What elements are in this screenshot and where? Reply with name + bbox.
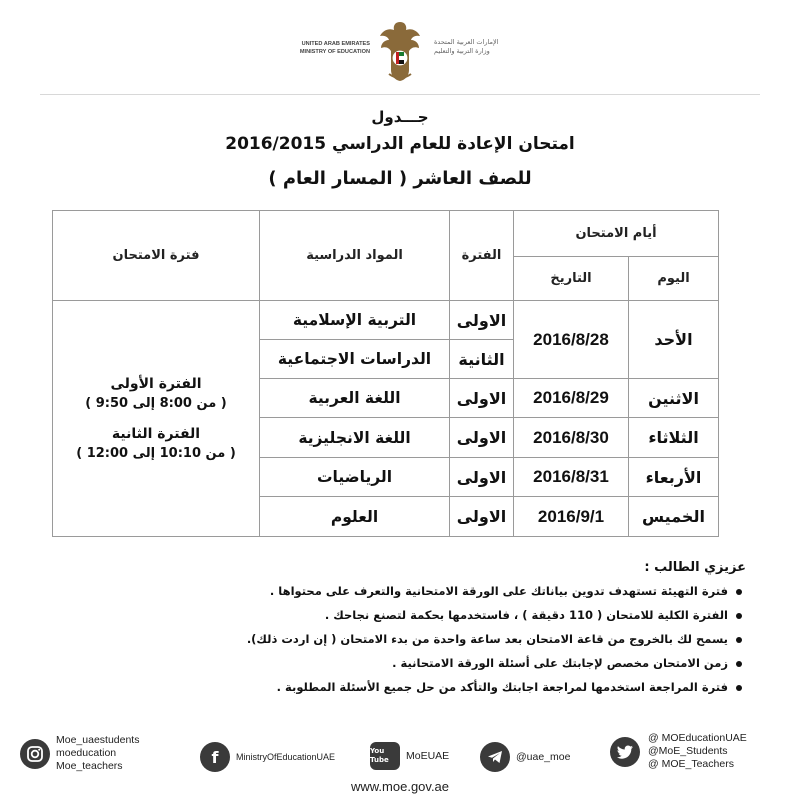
exam-title: امتحان الإعادة للعام الدراسي 2016/2015: [225, 134, 575, 154]
table-header-row: [53, 211, 719, 257]
uae-emblem-icon: [377, 18, 423, 84]
first-period-block: [53, 374, 259, 414]
schedule-title: جـــدول: [371, 108, 429, 126]
facebook-icon: f: [200, 742, 230, 772]
day-cell: الاثنين: [629, 379, 719, 418]
twitter-handle: @ MOEducationUAE: [648, 732, 747, 744]
list-item: يسمح لك بالخروج من قاعة الامتحان بعد ساعة واحدة من بدء الامتحان ( إن اردت ذلك).: [96, 632, 746, 646]
exam-schedule-table: [52, 210, 719, 537]
first-period-time: ( من 8:00 إلى 9:50 ): [85, 395, 227, 411]
twitter-accounts[interactable]: [610, 732, 747, 771]
telegram-icon: [480, 742, 510, 772]
period-cell: الاولى: [450, 497, 514, 537]
day-cell: الثلاثاء: [629, 418, 719, 458]
website-link[interactable]: www.moe.gov.ae: [350, 779, 450, 794]
notes-list: [96, 584, 746, 694]
instagram-handle: Moe_teachers: [56, 760, 123, 772]
date-cell: 2016/8/28: [514, 301, 629, 379]
twitter-icon: [610, 737, 640, 767]
instagram-handle: moeducation: [56, 747, 117, 759]
second-period-label: الفترة الثانية: [111, 425, 201, 442]
instagram-icon: [20, 739, 50, 769]
ministry-name-arabic: الإمارات العربية المتحدة وزارة التربية والتعليم: [434, 38, 499, 55]
telegram-handle: @uae_moe: [516, 750, 571, 763]
header-divider: [40, 94, 760, 95]
social-footer: [10, 732, 790, 782]
period-cell: الاولى: [450, 458, 514, 497]
header-exam-days: أيام الامتحان: [514, 211, 719, 257]
second-period-time: ( من 10:10 إلى 12:00 ): [76, 445, 236, 461]
subject-cell: الدراسات الاجتماعية: [260, 340, 450, 379]
facebook-handle: MinistryOfEducationUAE: [236, 751, 336, 762]
twitter-handle: @ MOE_Teachers: [648, 758, 734, 770]
subject-cell: الرياضيات: [260, 458, 450, 497]
list-item: فترة المراجعة استخدمها لمراجعة اجابتك والتأكد من حل جميع الأسئلة المطلوبة .: [96, 680, 746, 694]
list-item: الفترة الكلية للامتحان ( 110 دقيقة ) ، فاستخدمها بحكمة لتصنع نجاحك .: [96, 608, 746, 622]
period-cell: الاولى: [450, 301, 514, 340]
subject-cell: اللغة العربية: [260, 379, 450, 418]
instagram-handle: Moe_uaestudents: [56, 734, 140, 746]
list-item: فترة التهيئة تستهدف تدوين بياناتك على الورقة الامتحانية والتعرف على محتواها .: [96, 584, 746, 598]
exam-period-times: [53, 301, 260, 537]
list-item: زمن الامتحان مخصص لإجابتك على أسئلة الورقة الامتحانية .: [96, 656, 746, 670]
notes-title: عزيزي الطالب :: [644, 560, 746, 575]
period-cell: الثانية: [450, 340, 514, 379]
youtube-handle: MoEUAE: [406, 749, 450, 762]
subject-cell: اللغة الانجليزية: [260, 418, 450, 458]
day-cell: الأربعاء: [629, 458, 719, 497]
grade-title: للصف العاشر ( المسار العام ): [268, 168, 532, 189]
facebook-account[interactable]: [200, 742, 335, 772]
day-cell: الخميس: [629, 497, 719, 537]
period-cell: الاولى: [450, 418, 514, 458]
first-period-label: الفترة الأولى: [110, 375, 202, 392]
telegram-account[interactable]: [480, 742, 570, 772]
youtube-icon: You Tube: [370, 742, 400, 770]
page-header: [0, 18, 800, 88]
date-cell: 2016/9/1: [514, 497, 629, 537]
date-cell: 2016/8/30: [514, 418, 629, 458]
header-subjects: المواد الدراسية: [260, 211, 450, 301]
header-period: الفترة: [450, 211, 514, 301]
subject-cell: العلوم: [260, 497, 450, 537]
date-cell: 2016/8/31: [514, 458, 629, 497]
table-row: [53, 301, 719, 340]
second-period-block: [53, 424, 259, 464]
date-cell: 2016/8/29: [514, 379, 629, 418]
twitter-handle: @MoE_Students: [648, 745, 728, 757]
instagram-accounts[interactable]: [20, 734, 139, 773]
header-day: اليوم: [629, 257, 719, 301]
subject-cell: التربية الإسلامية: [260, 301, 450, 340]
header-exam-period: فترة الامتحان: [53, 211, 260, 301]
youtube-account[interactable]: [370, 742, 449, 770]
header-date: التاريخ: [514, 257, 629, 301]
student-notes: [96, 560, 746, 704]
day-cell: الأحد: [629, 301, 719, 379]
ministry-name-english: UNITED ARAB EMIRATES MINISTRY OF EDUCATION: [299, 41, 370, 55]
period-cell: الاولى: [450, 379, 514, 418]
